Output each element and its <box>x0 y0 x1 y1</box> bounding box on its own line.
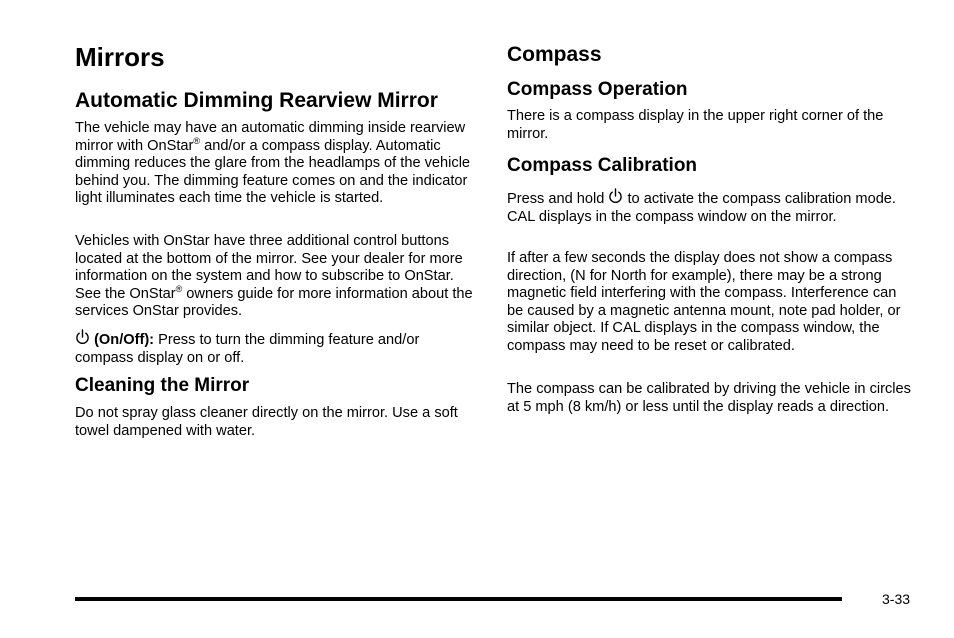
power-icon <box>608 188 623 205</box>
auto-dim-p1-text-b: and/or a compass display. Automatic dimming reduces the glare from the headlamps of the vehicle behind you. The dimming feature comes on and the indicator light illuminates each time the vehicle is started. <box>75 137 471 207</box>
auto-dim-paragraph-1 <box>75 120 475 208</box>
auto-dim-p1-text-a: The vehicle may have an automatic dimming inside rearview mirror with OnStar <box>75 120 466 154</box>
compass-operation-heading: Compass Operation <box>507 79 688 100</box>
auto-dim-heading: Automatic Dimming Rearview Mirror <box>75 89 438 112</box>
compass-title: Compass <box>507 43 602 66</box>
calibration-p1-text-b: to activate the compass calibration mode. CAL displays in the compass window on the mirror. <box>507 191 896 225</box>
cleaning-paragraph: Do not spray glass cleaner directly on the mirror. Use a soft towel dampened with water. <box>75 405 458 439</box>
calibration-p1-text-a: Press and hold <box>507 191 609 207</box>
cleaning-heading: Cleaning the Mirror <box>75 375 250 396</box>
auto-dim-paragraph-2 <box>75 233 475 321</box>
on-off-text: Press to turn the dimming feature and/or compass display on or off. <box>75 332 420 366</box>
calibration-paragraph-1 <box>507 188 912 226</box>
calibration-paragraph-3: The compass can be calibrated by driving the vehicle in circles at 5 mph (8 km/h) or less until the display reads a direction. <box>507 381 911 415</box>
page-title: Mirrors <box>75 42 165 72</box>
auto-dim-p2-text-b: owners guide for more information about the services OnStar provides. <box>75 285 473 320</box>
calibration-paragraph-2: If after a few seconds the display does not show a compass direction, (N for North for example), there may be a strong magnetic field interfering with the compass. Interference can be caused by a magnetic antenna mount, note pad holder, or similar object. If CAL displays in the compass window, the compass may need to be reset or calibrated. <box>507 250 901 354</box>
registered-mark: ® <box>175 283 183 294</box>
page-number: 3-33 <box>882 591 911 607</box>
auto-dim-p2-text-a: Vehicles with OnStar have three additional control buttons located at the bottom of the mirror. See your dealer for more information on the system and how to subscribe to OnStar. See the OnStar <box>75 233 463 302</box>
registered-mark: ® <box>193 135 201 146</box>
power-icon <box>75 329 90 346</box>
footer-rule <box>75 597 842 601</box>
on-off-paragraph <box>75 329 475 367</box>
compass-calibration-heading: Compass Calibration <box>507 155 698 176</box>
on-off-label: (On/Off): <box>94 332 155 348</box>
compass-operation-paragraph: There is a compass display in the upper right corner of the mirror. <box>507 108 884 142</box>
